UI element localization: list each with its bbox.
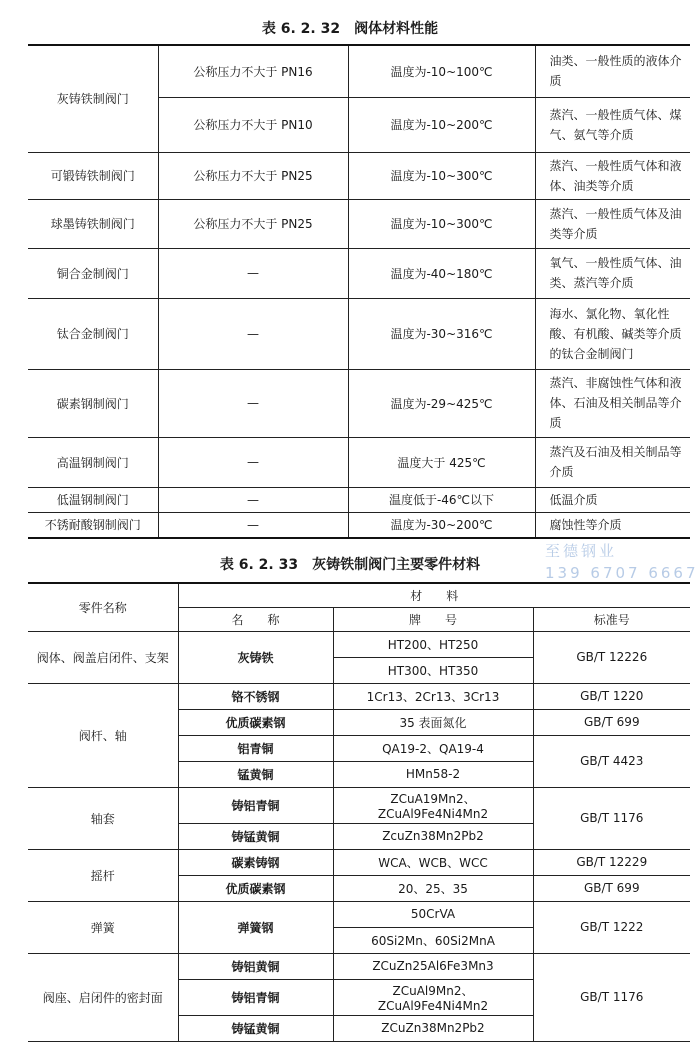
table-row (28, 953, 690, 979)
valve-type-cell: 不锈耐酸钢制阀门 (28, 512, 158, 538)
header-material: 材 料 (178, 583, 690, 607)
temperature-cell: 温度为-10~200℃ (348, 97, 535, 152)
pressure-cell: 公称压力不大于 PN25 (158, 152, 348, 199)
watermark-phone: 139 6707 6667 (545, 564, 699, 582)
valve-type-cell: 灰铸铁制阀门 (28, 45, 158, 152)
part-cell: 轴套 (28, 787, 178, 849)
pressure-cell: — (158, 487, 348, 512)
table-row (28, 787, 690, 823)
medium-cell: 油类、一般性质的液体介质 (535, 45, 690, 97)
header-grade: 牌 号 (333, 607, 533, 631)
medium-cell: 低温介质 (535, 487, 690, 512)
valve-type-cell: 铜合金制阀门 (28, 248, 158, 298)
standard-cell: GB/T 699 (533, 875, 690, 901)
medium-cell: 蒸汽及石油及相关制品等介质 (535, 437, 690, 487)
watermark-company: 至德钢业 (545, 542, 618, 560)
grade-cell: HT300、HT350 (333, 657, 533, 683)
grade-cell: HMn58-2 (333, 761, 533, 787)
medium-cell: 腐蚀性等介质 (535, 512, 690, 538)
pressure-cell: — (158, 369, 348, 437)
table-row (28, 152, 690, 199)
header-standard: 标准号 (533, 607, 690, 631)
grade-cell: HT200、HT250 (333, 631, 533, 657)
temperature-cell: 温度为-10~300℃ (348, 199, 535, 248)
material-cell: 铸铝青铜 (178, 787, 333, 823)
material-cell: 锰黄铜 (178, 761, 333, 787)
valve-type-cell: 球墨铸铁制阀门 (28, 199, 158, 248)
temperature-cell: 温度为-10~100℃ (348, 45, 535, 97)
material-cell: 弹簧钢 (178, 901, 333, 953)
temperature-cell: 温度为-30~316℃ (348, 298, 535, 369)
grade-cell: ZCuAl9Mn2、ZCuAl9Fe4Ni4Mn2 (333, 979, 533, 1015)
header-part-name: 零件名称 (28, 583, 178, 631)
medium-cell: 氧气、一般性质气体、油类、蒸汽等介质 (535, 248, 690, 298)
material-cell: 灰铸铁 (178, 631, 333, 683)
pressure-cell: — (158, 248, 348, 298)
pressure-cell: — (158, 512, 348, 538)
part-material-table (28, 582, 690, 1042)
table-row (28, 512, 690, 538)
grade-cell: 50CrVA (333, 901, 533, 927)
grade-cell: ZCuZn25Al6Fe3Mn3 (333, 953, 533, 979)
table-row (28, 683, 690, 709)
pressure-cell: 公称压力不大于 PN10 (158, 97, 348, 152)
grade-cell: 60Si2Mn、60Si2MnA (333, 927, 533, 953)
material-cell: 优质碳素钢 (178, 875, 333, 901)
temperature-cell: 温度为-10~300℃ (348, 152, 535, 199)
medium-cell: 蒸汽、一般性质气体及油类等介质 (535, 199, 690, 248)
valve-type-cell: 高温钢制阀门 (28, 437, 158, 487)
standard-cell: GB/T 699 (533, 709, 690, 735)
medium-cell: 蒸汽、非腐蚀性气体和液体、石油及相关制品等介质 (535, 369, 690, 437)
grade-cell: 20、25、35 (333, 875, 533, 901)
standard-cell: GB/T 1220 (533, 683, 690, 709)
material-cell: 铸铝青铜 (178, 979, 333, 1015)
grade-cell: ZcuZn38Mn2Pb2 (333, 823, 533, 849)
grade-cell: WCA、WCB、WCC (333, 849, 533, 875)
pressure-cell: — (158, 437, 348, 487)
material-cell: 铬不锈钢 (178, 683, 333, 709)
table-row (28, 437, 690, 487)
table2-title: 表 6. 2. 33 灰铸铁制阀门主要零件材料 (219, 557, 481, 573)
table-row (28, 298, 690, 369)
part-cell: 摇杆 (28, 849, 178, 901)
standard-cell: GB/T 4423 (533, 735, 690, 787)
material-cell: 碳素铸钢 (178, 849, 333, 875)
table1-title: 表 6. 2. 32 阀体材料性能 (261, 21, 439, 37)
temperature-cell: 温度低于-46℃以下 (348, 487, 535, 512)
table-row (28, 901, 690, 927)
part-cell: 弹簧 (28, 901, 178, 953)
table-row (28, 487, 690, 512)
material-cell: 铝青铜 (178, 735, 333, 761)
table-row (28, 631, 690, 657)
header-row (28, 583, 690, 607)
temperature-cell: 温度为-40~180℃ (348, 248, 535, 298)
material-cell: 铸锰黄铜 (178, 1015, 333, 1041)
standard-cell: GB/T 1176 (533, 953, 690, 1041)
pressure-cell: 公称压力不大于 PN25 (158, 199, 348, 248)
valve-type-cell: 可锻铸铁制阀门 (28, 152, 158, 199)
part-cell: 阀体、阀盖启闭件、支架 (28, 631, 178, 683)
temperature-cell: 温度为-29~425℃ (348, 369, 535, 437)
valve-type-cell: 低温钢制阀门 (28, 487, 158, 512)
standard-cell: GB/T 12226 (533, 631, 690, 683)
table-row (28, 849, 690, 875)
part-cell: 阀杆、轴 (28, 683, 178, 787)
table-row (28, 248, 690, 298)
grade-cell: 35 表面氮化 (333, 709, 533, 735)
table-row (28, 369, 690, 437)
medium-cell: 蒸汽、一般性质气体和液体、油类等介质 (535, 152, 690, 199)
material-cell: 优质碳素钢 (178, 709, 333, 735)
standard-cell: GB/T 1222 (533, 901, 690, 953)
standard-cell: GB/T 12229 (533, 849, 690, 875)
grade-cell: ZCuZn38Mn2Pb2 (333, 1015, 533, 1041)
valve-body-material-table (28, 44, 690, 539)
valve-type-cell: 碳素钢制阀门 (28, 369, 158, 437)
medium-cell: 蒸汽、一般性质气体、煤气、氨气等介质 (535, 97, 690, 152)
temperature-cell: 温度大于 425℃ (348, 437, 535, 487)
part-cell: 阀座、启闭件的密封面 (28, 953, 178, 1041)
grade-cell: 1Cr13、2Cr13、3Cr13 (333, 683, 533, 709)
grade-cell: QA19-2、QA19-4 (333, 735, 533, 761)
table-row (28, 199, 690, 248)
header-name: 名 称 (178, 607, 333, 631)
table-row (28, 45, 690, 97)
medium-cell: 海水、氯化物、氧化性酸、有机酸、碱类等介质的钛合金制阀门 (535, 298, 690, 369)
pressure-cell: — (158, 298, 348, 369)
standard-cell: GB/T 1176 (533, 787, 690, 849)
temperature-cell: 温度为-30~200℃ (348, 512, 535, 538)
grade-cell: ZCuA19Mn2、ZCuAl9Fe4Ni4Mn2 (333, 787, 533, 823)
material-cell: 铸锰黄铜 (178, 823, 333, 849)
pressure-cell: 公称压力不大于 PN16 (158, 45, 348, 97)
valve-type-cell: 钛合金制阀门 (28, 298, 158, 369)
material-cell: 铸铝黄铜 (178, 953, 333, 979)
